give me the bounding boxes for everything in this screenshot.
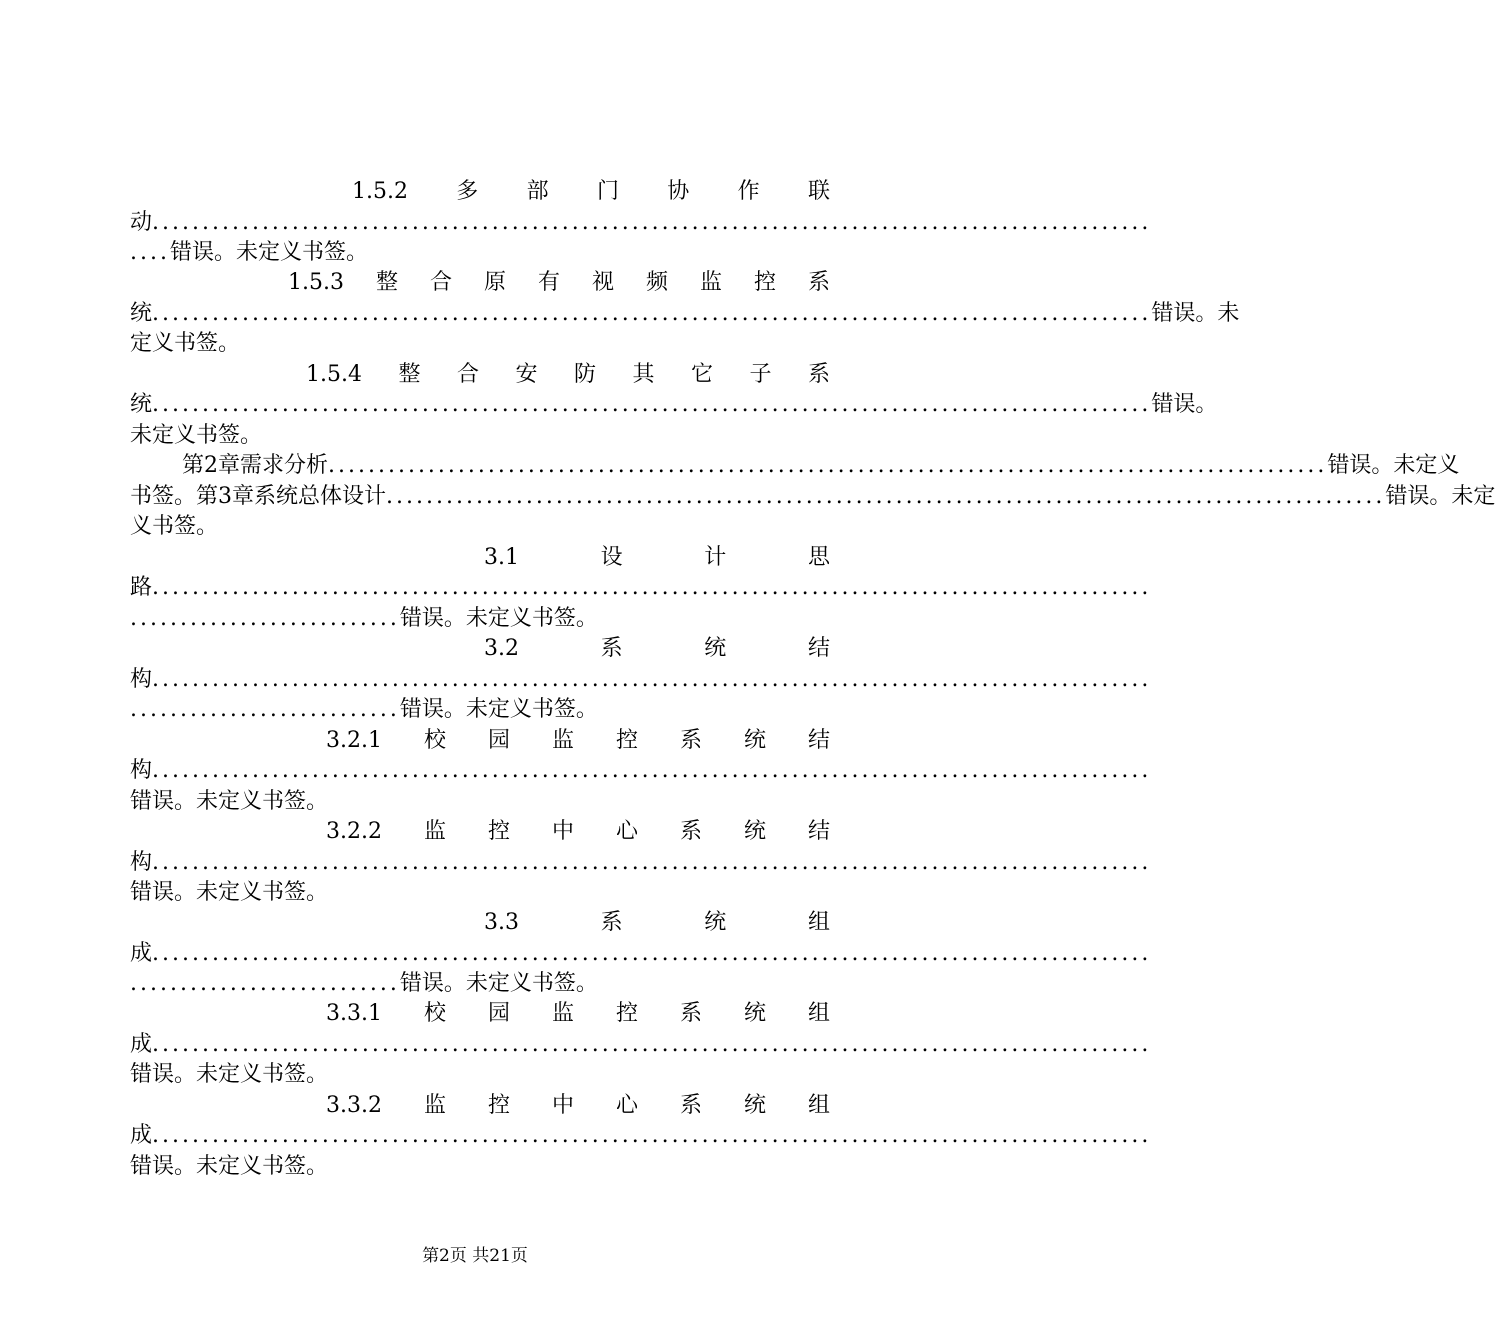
toc-leader-line: 动 .................................................................................................... — [130, 207, 830, 239]
toc-entry-char: 控 — [753, 270, 776, 295]
leader-dots: .................................................................................................... — [328, 453, 1328, 478]
toc-leader-line — [130, 968, 830, 1000]
toc-entry-1-5-2[interactable] — [130, 176, 830, 208]
leader-dots: .................................................................................................... — [386, 484, 1386, 509]
toc-entry-char: 有 — [537, 270, 560, 295]
toc-entry-char: 控 — [615, 1001, 638, 1026]
toc-entry-char: 思 — [807, 545, 830, 570]
toc-entry-1-5-3[interactable] — [130, 267, 830, 299]
toc-entry-char: 中 — [551, 1093, 574, 1118]
toc-entry-char: 校 — [423, 728, 446, 753]
toc-entry-char: 设 — [600, 545, 623, 570]
leader-dots: .... — [130, 240, 170, 265]
toc-entry-1-5-4[interactable] — [130, 359, 830, 391]
toc-leader-line — [130, 603, 830, 635]
toc-entry-number: 3.3.1 — [326, 1001, 382, 1026]
toc-entry-char: 控 — [487, 819, 510, 844]
toc-entry-char: 组 — [807, 1093, 830, 1118]
toc-entry-char: 结 — [807, 728, 830, 753]
toc-entry-char: 统 — [743, 1093, 766, 1118]
toc-entry-char: 控 — [615, 728, 638, 753]
toc-entry-page-ref: 定义书签。 — [130, 331, 241, 356]
leader-dots: .................................................................................................... — [152, 941, 1152, 966]
toc-leader-line — [130, 694, 830, 726]
toc-entry-number: 3.3.2 — [326, 1093, 382, 1118]
toc-entry-3-2-2[interactable] — [130, 816, 830, 848]
leader-dots: ........................... — [130, 697, 400, 722]
toc-entry-char: 联 — [807, 179, 830, 204]
toc-entry-page-ref: 未定义书签。 — [130, 423, 263, 448]
toc-entry-char: 门 — [596, 179, 619, 204]
toc-entry-page-ref: 错误。未定义书签。 — [130, 1154, 329, 1179]
toc-entry-number: 3.1 — [484, 545, 519, 570]
toc-entry-char: 作 — [737, 179, 760, 204]
toc-entry-char: 监 — [699, 270, 722, 295]
toc-entry-char: 系 — [679, 1001, 702, 1026]
toc-leader-line: 构 .................................................................................................... — [130, 664, 830, 696]
page-footer: 第2页 共21页 — [422, 1246, 528, 1266]
leader-dots: ........................... — [130, 971, 400, 996]
toc-entry-char: 视 — [591, 270, 614, 295]
toc-entry-char: 系 — [600, 910, 623, 935]
toc-entry-char: 频 — [645, 270, 668, 295]
toc-entry-3-2-1[interactable] — [130, 725, 830, 757]
toc-entry-number: 3.2 — [484, 636, 519, 661]
leader-dots: .................................................................................................... — [152, 392, 1152, 417]
toc-entry-3-3[interactable] — [130, 907, 830, 939]
leader-dots: .................................................................................................... — [152, 667, 1152, 692]
toc-entry-char: 心 — [615, 819, 638, 844]
leader-dots: .................................................................................................... — [152, 210, 1152, 235]
toc-entry-char: 统 — [704, 636, 727, 661]
toc-entry-char: 组 — [807, 1001, 830, 1026]
toc-leader-line: 成 .................................................................................................... — [130, 1029, 830, 1061]
toc-entry-char: 结 — [807, 819, 830, 844]
toc-entry-page-ref: 义书签。 — [130, 514, 219, 539]
toc-leader-line: 成 .................................................................................................... — [130, 1120, 830, 1152]
toc-entry-char: 结 — [807, 636, 830, 661]
toc-entry-page-ref: 错误。未定义书签。 — [130, 880, 329, 905]
toc-entry-char: 统 — [743, 1001, 766, 1026]
toc-entry-char: 子 — [749, 362, 772, 387]
toc-entry-char: 心 — [615, 1093, 638, 1118]
toc-entry-char: 校 — [423, 1001, 446, 1026]
toc-entry-char: 整 — [398, 362, 421, 387]
toc-entry-number: 1.5.4 — [306, 362, 362, 387]
toc-entry-page-ref: 错误。未定义书签。 — [399, 606, 598, 631]
toc-entry-char: 系 — [807, 362, 830, 387]
toc-entry-page-ref: 错误。未定义书签。 — [399, 971, 598, 996]
toc-entry-char: 监 — [551, 1001, 574, 1026]
toc-entry-number: 1.5.2 — [352, 179, 408, 204]
toc-entry-char: 防 — [573, 362, 596, 387]
toc-leader-line — [130, 237, 830, 269]
toc-entry-page-ref: 错误。未定 — [1385, 484, 1495, 509]
toc-entry-char: 安 — [515, 362, 538, 387]
toc-entry-page-ref: 错误。未定义书签。 — [130, 789, 329, 814]
leader-dots: .................................................................................................... — [152, 850, 1152, 875]
toc-entry-char: 统 — [743, 819, 766, 844]
toc-entry-char: 园 — [487, 1001, 510, 1026]
toc-entry-3-3-1[interactable] — [130, 998, 830, 1030]
toc-entry-char: 整 — [375, 270, 398, 295]
toc-entry-page-ref: 错误。未定义 — [1327, 453, 1460, 478]
toc-entry-page-ref: 错误。未定义书签。 — [399, 697, 598, 722]
toc-entry-char: 系 — [679, 728, 702, 753]
toc-entry-3-1[interactable] — [130, 542, 830, 574]
toc-entry-chapter-2[interactable]: 第2章需求分析 .................................................................................................... 错误。未定义 — [130, 450, 830, 482]
toc-entry-page-ref: 错误。未定义书签。 — [130, 1062, 329, 1087]
toc-entry-chapter-3[interactable]: 书签。第3章系统总体设计 .................................................................................................... 错误。未定 — [130, 481, 830, 513]
toc-entry-char: 它 — [690, 362, 713, 387]
toc-entry-char: 中 — [551, 819, 574, 844]
toc-entry-char: 多 — [456, 179, 479, 204]
toc-entry-char: 原 — [483, 270, 506, 295]
toc-entry-char: 监 — [423, 819, 446, 844]
leader-dots: .................................................................................................... — [152, 301, 1152, 326]
toc-entry-char: 园 — [487, 728, 510, 753]
toc-entry-char: 系 — [600, 636, 623, 661]
leader-dots: ........................... — [130, 606, 400, 631]
toc-entry-3-3-2[interactable] — [130, 1090, 830, 1122]
toc-entry-char: 控 — [487, 1093, 510, 1118]
toc-entry-char: 系 — [807, 270, 830, 295]
toc-entry-page-ref: 错误。未 — [1151, 301, 1240, 326]
toc-leader-line: 构 .................................................................................................... — [130, 847, 830, 879]
toc-entry-char: 协 — [667, 179, 690, 204]
toc-entry-char: 计 — [704, 545, 727, 570]
toc-entry-number: 3.2.1 — [326, 728, 382, 753]
toc-entry-char: 部 — [526, 179, 549, 204]
toc-entry-char: 系 — [679, 1093, 702, 1118]
toc-entry-char: 监 — [551, 728, 574, 753]
leader-dots: .................................................................................................... — [152, 575, 1152, 600]
toc-entry-char: 系 — [679, 819, 702, 844]
toc-entry-char: 统 — [743, 728, 766, 753]
leader-dots: .................................................................................................... — [152, 1123, 1152, 1148]
leader-dots: .................................................................................................... — [152, 758, 1152, 783]
toc-entry-page-ref: 错误。未定义书签。 — [169, 240, 368, 265]
toc-entry-number: 3.2.2 — [326, 819, 382, 844]
toc-leader-line: 构 .................................................................................................... — [130, 755, 830, 787]
toc-leader-line: 路 .................................................................................................... — [130, 572, 830, 604]
toc-leader-line: 统 .................................................................................................... 错误。 — [130, 389, 860, 421]
toc-entry-char: 组 — [807, 910, 830, 935]
toc-entry-page-ref: 错误。 — [1151, 392, 1218, 417]
toc-leader-line: 成 .................................................................................................... — [130, 938, 830, 970]
toc-leader-line: 统 .................................................................................................... 错误。未 — [130, 298, 830, 330]
toc-entry-char: 合 — [429, 270, 452, 295]
toc-entry-char: 监 — [423, 1093, 446, 1118]
toc-entry-number: 1.5.3 — [288, 270, 344, 295]
toc-entry-char: 统 — [704, 910, 727, 935]
leader-dots: .................................................................................................... — [152, 1032, 1152, 1057]
toc-entry-3-2[interactable] — [130, 633, 830, 665]
toc-entry-number: 3.3 — [484, 910, 519, 935]
toc-entry-char: 合 — [456, 362, 479, 387]
toc-entry-char: 其 — [632, 362, 655, 387]
